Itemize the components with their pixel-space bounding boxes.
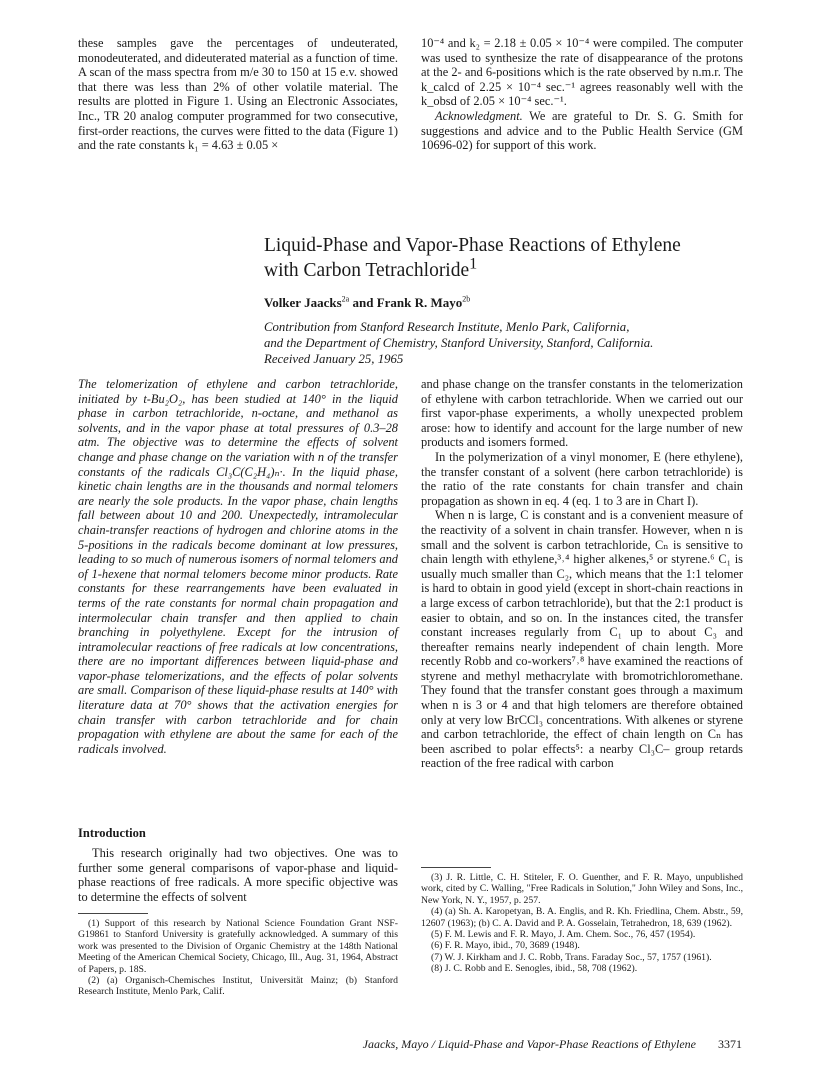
author-footnote-mark: 2a — [341, 294, 350, 304]
abstract — [78, 377, 398, 756]
footnote: (3) J. R. Little, C. H. Stiteler, F. O. Guenther, and F. R. Mayo, unpublished work, cited by C. Walling, "Free Radicals in Solution," John Wiley and Sons, Inc., New York, N. Y., 1957, p. 257. — [421, 872, 743, 906]
author-name: Volker Jaacks — [264, 295, 342, 310]
footnote: (5) F. M. Lewis and F. R. Mayo, J. Am. Chem. Soc., 76, 457 (1954). — [431, 929, 696, 941]
acknowledgment-text: We are grateful to Dr. S. G. Smith for suggestions and advice and to the Public Health Service (GM 10696-02) for support of this work. — [421, 108, 744, 153]
page-number: 3371 — [718, 1037, 742, 1051]
paragraph: When n is large, C is constant and is a convenient measure of the reactivity of a solvent in chain transfer. However, when n is small and the solvent is carbon tetrachloride, Cₙ is sensitive to chain length with ethylene,³˒⁴ higher alkenes,⁵ or styrene.⁶ C₁ is usually much smaller than C₂, which means that the 1:1 telomer is hard to obtain in good yield (except in short-chain reactions in a large excess of carbon tetrachloride), but that the 2:1 product is easier to obtain, and so on. In the instances cited, the transfer constant increases regularly from C₁ up to about C₃ and thereafter remains nearly independent of chain length. More recently Robb and co-workers⁷˒⁸ have examined the reactions of styrene and methyl methacrylate with bromotrichloromethane. They found that the transfer constant goes through a maximum when n is 3 or 4 and that high telomers are therefore obtained only at very low BrCCl₃ concentrations. With alkenes or styrene and carbon tetrachloride, the effect of chain length on Cₙ has been ascribed to polar effects⁵: a nearby Cl₃C– group retards reaction of the free radical with carbon — [421, 508, 743, 771]
affiliation-line: and the Department of Chemistry, Stanford University, Stanford, California. — [264, 336, 654, 350]
article-title — [264, 233, 744, 283]
acknowledgment-label: Acknowledgment. — [435, 108, 523, 123]
footnote: (1) Support of this research by National Science Foundation Grant NSF-G19861 to Stanford University is gratefully acknowledged. A summary of this work was presented to the Division of Organic Chemistry at the 148th National Meeting of the American Chemical Society, Chicago, Ill., Aug. 31, 1964, Abstract of Papers, p. 18S. — [78, 918, 398, 975]
footnote: (6) F. R. Mayo, ibid., 70, 3689 (1948). — [431, 940, 580, 952]
paragraph: and phase change on the transfer constants in the telomerization of ethylene with carbon tetrachloride. When we carried out our first vapor-phase experiments, a wholly unexpected problem arose: how to identify and account for the large number of new products and isomers formed. — [421, 377, 743, 450]
author-footnote-mark: 2b — [462, 294, 471, 304]
footnotes-left — [78, 918, 398, 998]
received-date: Received January 25, 1965 — [264, 352, 404, 366]
footnote-divider — [421, 867, 491, 868]
author-list — [264, 295, 744, 311]
paragraph: In the polymerization of a vinyl monomer, E (here ethylene), the transfer constant of a solvent (here carbon tetrachloride) is the ratio of the rate constants for chain transfer and chain propagation as shown in eq. 4 (eq. 1 to 3 are in Chart I). — [421, 449, 743, 508]
footnote: (8) J. C. Robb and E. Senogles, ibid., 58, 708 (1962). — [431, 963, 638, 975]
footnote: (7) W. J. Kirkham and J. C. Robb, Trans. Faraday Soc., 57, 1757 (1961). — [431, 951, 712, 963]
title-footnote-mark: 1 — [469, 254, 478, 273]
title-line-2: with Carbon Tetrachloride — [264, 260, 470, 281]
paragraph: these samples gave the percentages of undeuterated, monodeuterated, and dideuterated material as a function of time. A scan of the mass spectra from m/e 30 to 150 at 15 e.v. showed that there was less than 2% of other volatile material. The results are plotted in Figure 1. Using an Electronic Associates, Inc., TR 20 analog computer programmed for two consecutive, first-order reactions, the curves were fitted to the data (Figure 1) and the rate constants k₁ = 4.63 ± 0.05 × — [78, 36, 398, 153]
running-head: Jaacks, Mayo / Liquid-Phase and Vapor-Phase Reactions of Ethylene — [362, 1037, 696, 1051]
author-name: Frank R. Mayo — [376, 295, 463, 310]
footnote: (4) (a) Sh. A. Karopetyan, B. A. Englis, and R. Kh. Friedlina, Chem. Abstr., 59, 12607 (1963); (b) C. A. David and P. A. Gosselain, Tetrahedron, 18, 639 (1962). — [421, 906, 743, 929]
acknowledgment — [421, 109, 743, 153]
article-header — [264, 233, 744, 367]
section-heading: Introduction — [78, 826, 146, 840]
introduction-text-continued — [421, 377, 743, 771]
paragraph: This research originally had two objectives. One was to further some general comparisons of vapor-phase and liquid-phase reactions of free radicals. A more specific objective was to determine the effects of solvent — [78, 846, 398, 904]
abstract-text: The telomerization of ethylene and carbon tetrachloride, initiated by t-Bu₂O₂, has been studied at 140° in the liquid phase in carbon tetrachloride, n-octane, and methanol as solvents, and in the vapor phase at total pressures of 0.3–28 atm. The objective was to determine the effects of solvent change and phase change on the variation with n of the transfer constants of the radicals Cl₃C(C₂H₄)ₙ·. In the liquid phase, kinetic chain lengths are in the thousands and normal telomers are nearly the sole products. In the vapor phase, chain lengths fall between about 10 and 200. Unexpectedly, intramolecular chain-transfer reactions of hydrogen and chlorine atoms in the 5-positions in the radicals become dominant at low pressures, leading to so much of numerous isomers of normal telomers and of 1-hexene that normal telomers become minor products. Rate constants for these rearrangements have been evaluated in terms of the rate constants for normal chain propagation and intermolecular chain transfer and then applied to chain branching in polyethylene. Except for the intrusion of intramolecular reactions of free radicals at low concentrations, there are no important differences between liquid-phase and vapor-phase telomerizations, and the effects of polar solvents are small. Comparison of these liquid-phase results at 140° with literature data at 70° shows that the activation energies for chain transfer with carbon tetrachloride and for chain propagation with ethylene are about the same for each of the radicals involved. — [78, 377, 398, 756]
affiliation-line: Contribution from Stanford Research Institute, Menlo Park, California, — [264, 320, 630, 334]
footnote: (2) (a) Organisch-Chemisches Institut, Universität Mainz; (b) Stanford Research Institute, Menlo Park, Calif. — [78, 975, 398, 998]
footnote-divider — [78, 913, 148, 914]
paragraph: 10⁻⁴ and k₂ = 2.18 ± 0.05 × 10⁻⁴ were compiled. The computer was used to synthesize the rate of disappearance of the protons at the 2- and 6-positions which is the rate observed by n.m.r. The k_calcd of 2.25 × 10⁻⁴ sec.⁻¹ agrees reasonably well with the k_obsd of 2.05 × 10⁻⁴ sec.⁻¹. — [421, 36, 743, 109]
affiliation — [264, 319, 744, 367]
introduction-text — [78, 846, 398, 904]
author-conjunction: and — [349, 295, 377, 310]
page-footer — [0, 1037, 742, 1052]
footnotes-right — [421, 872, 743, 975]
continued-text-left — [78, 36, 398, 153]
title-line-1: Liquid-Phase and Vapor-Phase Reactions of Ethylene — [264, 235, 681, 256]
continued-text-right — [421, 36, 743, 153]
